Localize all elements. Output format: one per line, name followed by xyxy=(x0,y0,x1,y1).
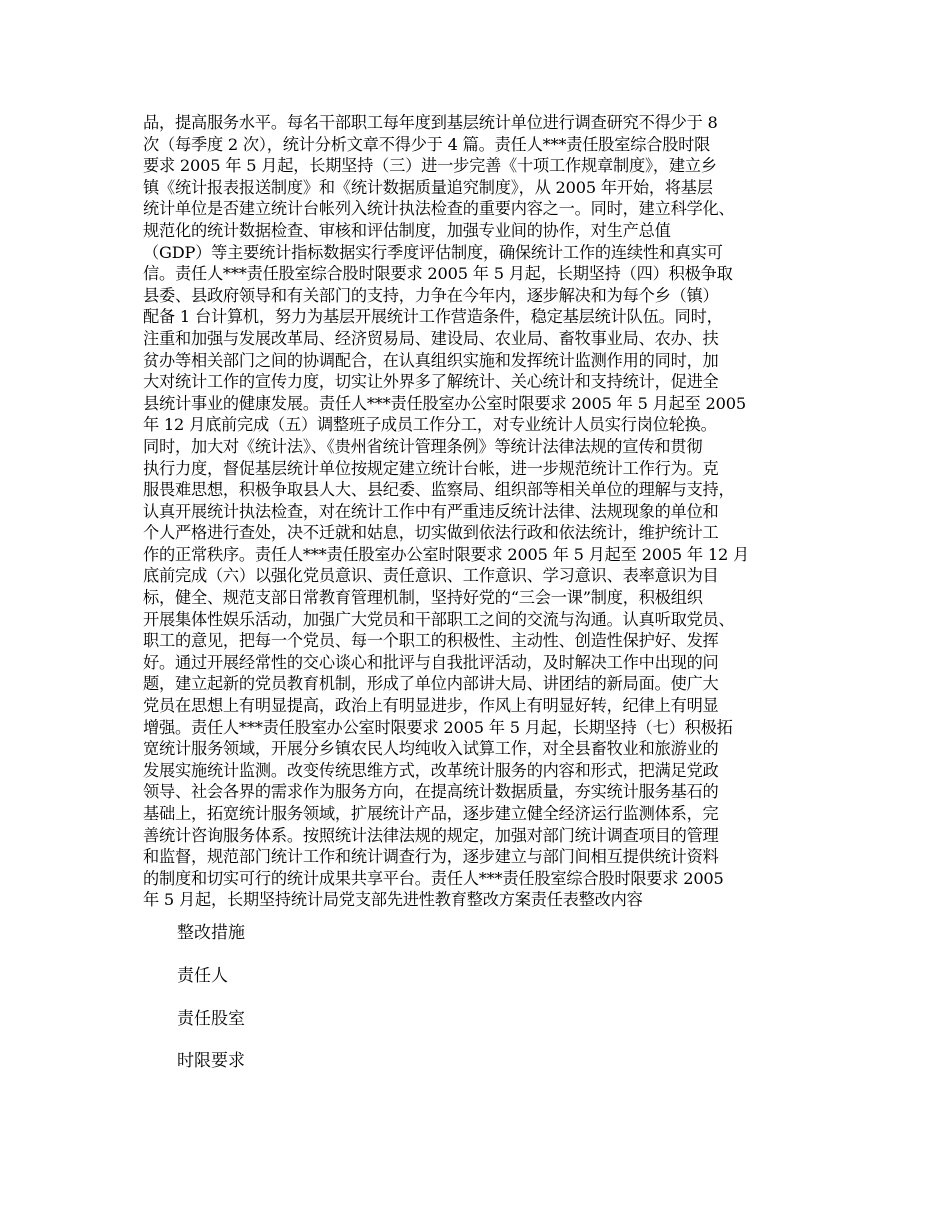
heading-rectification-measures: 整改措施 xyxy=(177,923,245,943)
text-line: 次（每季度 2 次），统计分析文章不得少于 4 篇。责任人***责任股室综合股时限 xyxy=(143,134,711,154)
text-line: 年 12 月底前完成（五）调整班子成员工作分工，对专业统计人员实行岗位轮换。 xyxy=(143,415,717,435)
text-line: 要求 2005 年 5 月起，长期坚持（三）进一步完善《十项工作规章制度》，建立乡 xyxy=(143,156,717,176)
text-line: 善统计咨询服务体系。按照统计法律法规的规定，加强对部门统计调查项目的管理 xyxy=(143,825,719,845)
heading-responsible-person: 责任人 xyxy=(177,966,228,986)
text-line: 执行力度，督促基层统计单位按规定建立统计台帐，进一步规范统计工作行为。克 xyxy=(143,458,719,478)
text-line: 镇《统计报表报送制度》和《统计数据质量追究制度》，从 2005 年开始，将基层 xyxy=(143,177,713,197)
text-line: 个人严格进行查处，决不迁就和姑息，切实做到依法行政和依法统计，维护统计工 xyxy=(143,523,719,543)
text-line: 开展集体性娱乐活动，加强广大党员和干部职工之间的交流与沟通。认真听取党员、 xyxy=(143,609,735,629)
text-line: 品，提高服务水平。每名干部职工每年度到基层统计单位进行调查研究不得少于 8 xyxy=(143,113,718,132)
text-line: 党员在思想上有明显提高，政治上有明显进步，作风上有明显好转，纪律上有明显 xyxy=(143,696,719,716)
text-line: 的制度和切实可行的统计成果共享平台。责任人***责任股室综合股时限要求 2005 xyxy=(143,868,724,888)
heading-responsible-office: 责任股室 xyxy=(177,1009,245,1029)
text-line: 认真开展统计执法检查，对在统计工作中有严重违反统计法律、法规现象的单位和 xyxy=(143,501,719,521)
text-line: 规范化的统计数据检查、审核和评估制度，加强专业间的协作，对生产总值 xyxy=(143,220,671,240)
text-line: 配备 1 台计算机，努力为基层开展统计工作营造条件，稳定基层统计队伍。同时， xyxy=(143,307,723,327)
text-line: 注重和加强与发展改革局、经济贸易局、建设局、农业局、畜牧事业局、农办、扶 xyxy=(143,328,719,348)
text-line: 统计单位是否建立统计台帐列入统计执法检查的重要内容之一。同时，建立科学化、 xyxy=(143,199,735,219)
text-line: 作的正常秩序。责任人***责任股室办公室时限要求 2005 年 5 月起至 2005 年 12 月 xyxy=(143,544,749,564)
text-line: 县委、县政府领导和有关部门的支持，力争在今年内，逐步解决和为每个乡（镇） xyxy=(143,285,719,305)
text-line: 底前完成（六）以强化党员意识、责任意识、工作意识、学习意识、表率意识为目 xyxy=(143,566,719,586)
text-line: 信。责任人***责任股室综合股时限要求 2005 年 5 月起，长期坚持（四）积极争取 xyxy=(143,264,733,284)
text-line: 基础上，拓宽统计服务领域，扩展统计产品，逐步建立健全经济运行监测体系，完 xyxy=(143,804,719,823)
text-line: 年 5 月起，长期坚持统计局党支部先进性教育整改方案责任表整改内容 xyxy=(143,890,643,910)
text-line: 题，建立起新的党员教育机制，形成了单位内部讲大局、讲团结的新局面。使广大 xyxy=(143,674,719,694)
text-line: （GDP）等主要统计指标数据实行季度评估制度，确保统计工作的连续性和真实可 xyxy=(143,242,723,262)
text-line: 增强。责任人***责任股室办公室时限要求 2005 年 5 月起，长期坚持（七）积极拓 xyxy=(143,717,733,737)
document-body xyxy=(143,112,823,911)
text-line: 好。通过开展经常性的交心谈心和批评与自我批评活动，及时解决工作中出现的问 xyxy=(143,652,719,672)
text-line: 同时，加大对《统计法》、《贵州省统计管理条例》等统计法律法规的宣传和贯彻 xyxy=(143,436,703,456)
text-line: 发展实施统计监测。改变传统思维方式，改革统计服务的内容和形式，把满足党政 xyxy=(143,760,719,780)
text-line: 领导、社会各界的需求作为服务方向，在提高统计数据质量，夯实统计服务基石的 xyxy=(143,782,719,802)
text-line: 服畏难思想，积极争取县人大、县纪委、监察局、组织部等相关单位的理解与支持， xyxy=(143,480,735,500)
text-line: 贫办等相关部门之间的协调配合，在认真组织实施和发挥统计监测作用的同时，加 xyxy=(143,350,719,370)
text-line: 和监督，规范部门统计工作和统计调查行为，逐步建立与部门间相互提供统计资料 xyxy=(143,847,719,867)
heading-time-requirement: 时限要求 xyxy=(177,1051,245,1071)
text-line: 大对统计工作的宣传力度，切实让外界多了解统计、关心统计和支持统计，促进全 xyxy=(143,372,719,392)
text-line: 职工的意见，把每一个党员、每一个职工的积极性、主动性、创造性保护好、发挥 xyxy=(143,631,719,651)
text-line: 宽统计服务领域，开展分乡镇农民人均纯收入试算工作，对全县畜牧业和旅游业的 xyxy=(143,739,719,759)
text-line: 县统计事业的健康发展。责任人***责任股室办公室时限要求 2005 年 5 月起至 2005 xyxy=(143,393,746,413)
text-line: 标，健全、规范支部日常教育管理机制，坚持好党的“三会一课”制度，积极组织 xyxy=(143,588,703,608)
